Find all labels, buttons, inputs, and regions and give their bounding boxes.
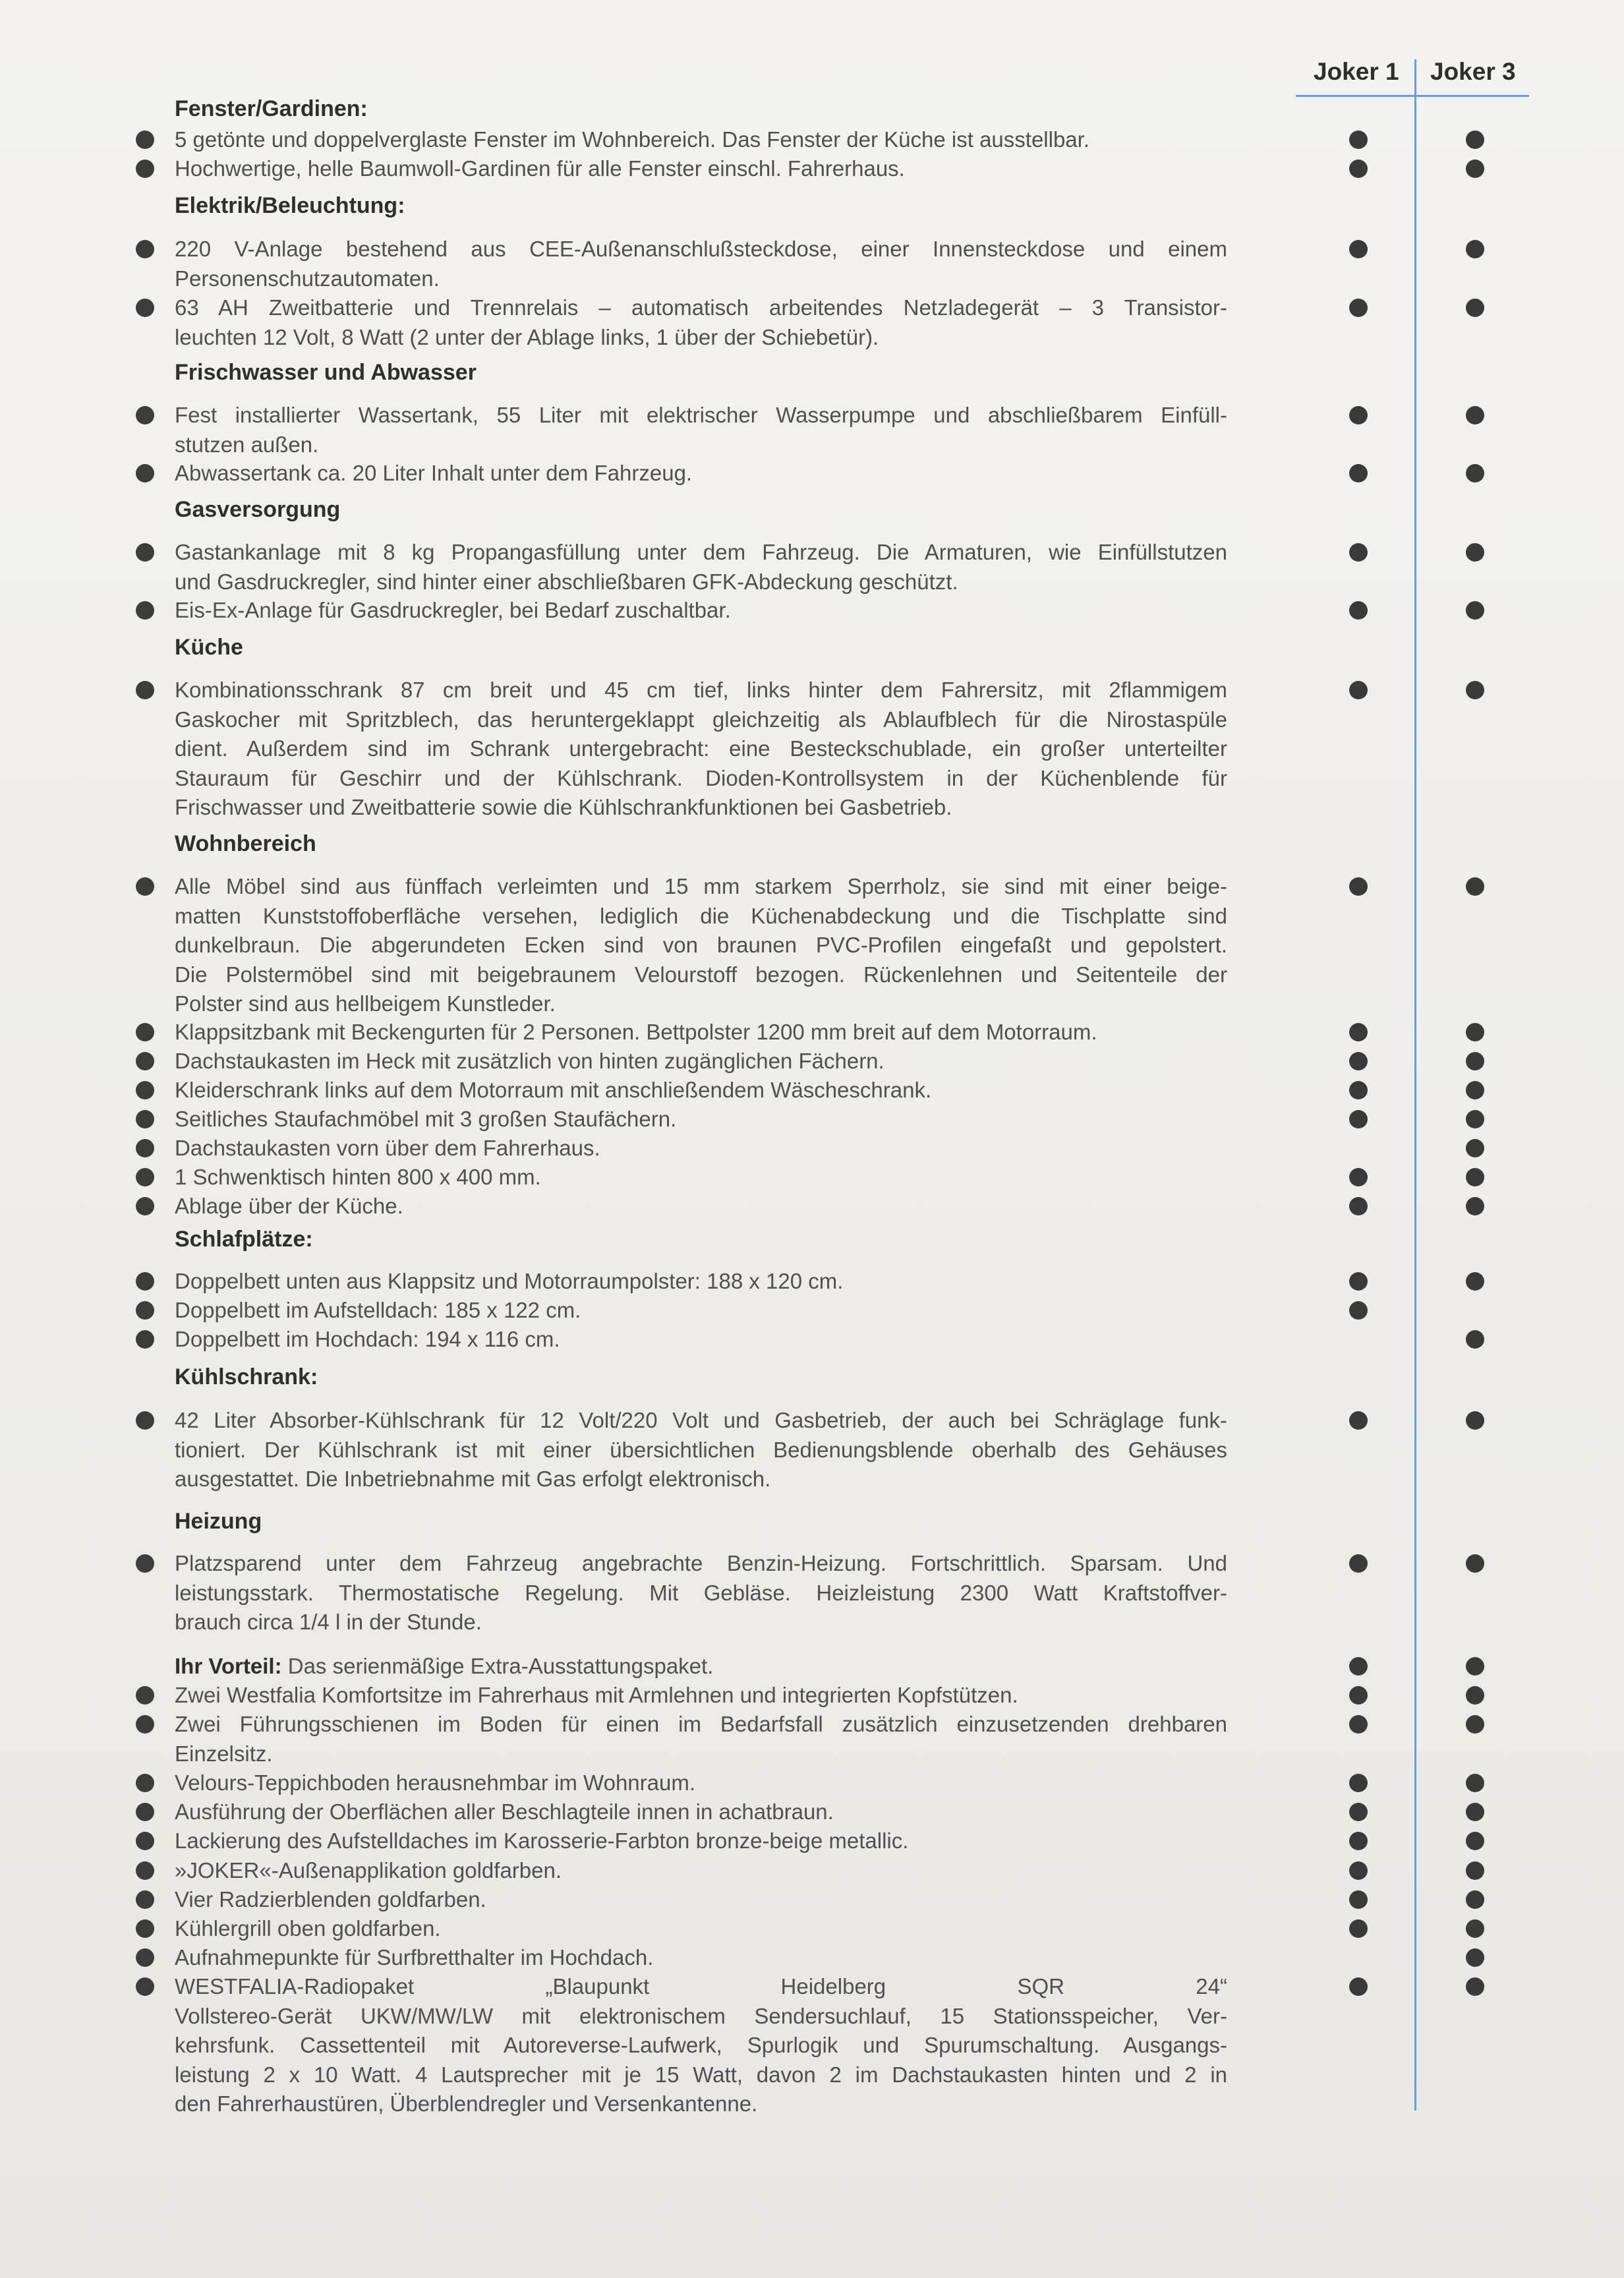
joker3-included-dot: [1466, 1554, 1484, 1573]
joker1-included-dot: [1349, 1411, 1368, 1430]
joker1-included-dot: [1349, 1168, 1368, 1186]
bullet-point: [136, 299, 154, 317]
advantage-text: Das serienmäßige Extra-Ausstattungspaket.: [281, 1654, 714, 1678]
joker1-included-dot: [1349, 299, 1368, 317]
joker1-included-dot: [1349, 1052, 1368, 1070]
joker1-included-dot: [1349, 877, 1368, 896]
section-title: Küche: [175, 635, 243, 660]
section-title: Schlafplätze:: [175, 1227, 313, 1252]
item-text-line: Lackierung des Aufstelldaches im Karosserie-Farbton bronze-beige metallic.: [175, 1828, 909, 1853]
bullet-point: [136, 1774, 154, 1792]
item-text-line: 220 V-Anlage bestehend aus CEE-Außenanschlußsteckdose, einer Innensteckdose und einem: [175, 237, 1227, 261]
item-text-line: dunkelbraun. Die abgerundeten Ecken sind von braunen PVC-Profilen eingefaßt und gepolstert.: [175, 933, 1227, 957]
joker1-included-dot: [1349, 406, 1368, 424]
item-text-line: Gaskocher mit Spritzblech, das heruntergeklappt gleichzeitig als Ablaufblech für die Nirostaspüle: [175, 707, 1227, 732]
bullet-point: [136, 240, 154, 258]
item-text-line: Doppelbett im Aufstelldach: 185 x 122 cm.: [175, 1298, 581, 1322]
item-text-line: Kleiderschrank links auf dem Motorraum mit anschließendem Wäscheschrank.: [175, 1078, 932, 1102]
joker1-included-dot: [1349, 1197, 1368, 1215]
joker3-included-dot: [1466, 131, 1484, 149]
item-text-line: Hochwertige, helle Baumwoll-Gardinen für alle Fenster einschl. Fahrerhaus.: [175, 156, 905, 181]
item-text-line: Ausführung der Oberflächen aller Beschlagteile innen in achatbraun.: [175, 1799, 834, 1824]
joker3-included-dot: [1466, 1890, 1484, 1909]
joker3-included-dot: [1466, 681, 1484, 699]
item-text-line: Zwei Führungsschienen im Boden für einen im Bedarfsfall zusätzlich einzusetzenden drehbaren: [175, 1712, 1227, 1736]
item-text-line: Fest installierter Wassertank, 55 Liter mit elektrischer Wasserpumpe und abschließbarem Einfüll-: [175, 403, 1227, 427]
joker1-included-dot: [1349, 1861, 1368, 1880]
item-text-line: 5 getönte und doppelverglaste Fenster im Wohnbereich. Das Fenster der Küche ist ausstellbar.: [175, 127, 1089, 152]
bullet-point: [136, 1272, 154, 1291]
joker3-included-dot: [1466, 1832, 1484, 1850]
section-title: Gasversorgung: [175, 497, 341, 522]
joker1-included-dot: [1349, 1890, 1368, 1909]
item-text-line: und Gasdruckregler, sind hinter einer abschließbaren GFK-Abdeckung geschützt.: [175, 569, 958, 594]
bullet-point: [136, 1081, 154, 1099]
joker3-included-dot: [1466, 1686, 1484, 1705]
bullet-point: [136, 1977, 154, 1996]
item-text-line: 42 Liter Absorber-Kühlschrank für 12 Volt/220 Volt und Gasbetrieb, der auch bei Schräglage funk-: [175, 1408, 1227, 1432]
item-text-line: Kühlergrill oben goldfarben.: [175, 1916, 441, 1941]
item-text-line: Vollstereo-Gerät UKW/MW/LW mit elektronischem Sendersuchlauf, 15 Stationsspeicher, Ver-: [175, 2003, 1227, 2028]
bullet-point: [136, 1832, 154, 1850]
joker1-included-dot: [1349, 1554, 1368, 1573]
item-text-line: tioniert. Der Kühlschrank ist mit einer übersichtlichen Bedienungsblende oberhalb des Gehäuses: [175, 1437, 1227, 1462]
bullet-point: [136, 1023, 154, 1041]
joker3-included-dot: [1466, 1774, 1484, 1792]
item-text-line: »JOKER«-Außenapplikation goldfarben.: [175, 1858, 562, 1883]
bullet-point: [136, 1052, 154, 1070]
joker3-included-dot: [1466, 160, 1484, 178]
item-text-line: leistung 2 x 10 Watt. 4 Lautsprecher mit je 15 Watt, davon 2 im Dachstaukasten hinten und 2 in: [175, 2062, 1227, 2087]
joker3-included-dot: [1466, 1110, 1484, 1128]
item-text-line: Einzelsitz.: [175, 1741, 273, 1766]
joker3-included-dot: [1466, 1330, 1484, 1349]
item-text-line: 1 Schwenktisch hinten 800 x 400 mm.: [175, 1165, 541, 1189]
column-header-joker3: Joker 3: [1430, 58, 1516, 85]
joker1-included-dot: [1349, 601, 1368, 620]
joker3-included-dot: [1466, 1023, 1484, 1041]
bullet-point: [136, 1411, 154, 1430]
item-text-line: brauch circa 1/4 l in der Stunde.: [175, 1610, 482, 1634]
joker3-included-dot: [1466, 1977, 1484, 1996]
joker3-included-dot: [1466, 1197, 1484, 1215]
joker3-included-dot: [1466, 299, 1484, 317]
section-title: Wohnbereich: [175, 831, 316, 856]
joker1-included-dot: [1349, 1715, 1368, 1734]
item-text-line: kehrsfunk. Cassettenteil mit Autoreverse-Laufwerk, Spurlogik und Spurumschaltung. Ausgangs-: [175, 2033, 1227, 2057]
bullet-point: [136, 1554, 154, 1573]
bullet-point: [136, 1139, 154, 1157]
bullet-point: [136, 1890, 154, 1909]
item-text-line: Eis-Ex-Anlage für Gasdruckregler, bei Bedarf zuschaltbar.: [175, 598, 731, 622]
joker3-included-dot: [1466, 1052, 1484, 1070]
joker3-included-dot: [1466, 464, 1484, 482]
item-text-line: stutzen außen.: [175, 432, 319, 457]
bullet-point: [136, 681, 154, 699]
joker3-included-dot: [1466, 1081, 1484, 1099]
joker3-included-dot: [1466, 601, 1484, 620]
joker1-included-dot: [1349, 160, 1368, 178]
section-title: Frischwasser und Abwasser: [175, 360, 477, 385]
item-text-line: Die Polstermöbel sind mit beigebraunem Velourstoff bezogen. Rückenlehnen und Seitenteile der: [175, 962, 1227, 987]
item-text-line: leistungsstark. Thermostatische Regelung. Mit Gebläse. Heizleistung 2300 Watt Kraftstoffver-: [175, 1580, 1227, 1605]
item-text-line: Abwassertank ca. 20 Liter Inhalt unter dem Fahrzeug.: [175, 461, 693, 485]
bullet-point: [136, 1168, 154, 1186]
bullet-point: [136, 543, 154, 562]
joker1-included-dot: [1349, 1832, 1368, 1850]
joker1-included-dot: [1349, 1686, 1368, 1705]
joker1-included-dot: [1349, 1301, 1368, 1320]
joker1-included-dot: [1349, 1023, 1368, 1041]
bullet-point: [136, 1301, 154, 1320]
joker1-included-dot: [1349, 1977, 1368, 1996]
item-text-line: Platzsparend unter dem Fahrzeug angebrachte Benzin-Heizung. Fortschrittlich. Sparsam. Und: [175, 1551, 1227, 1575]
joker1-included-dot: [1349, 464, 1368, 482]
item-text-line: ausgestattet. Die Inbetriebnahme mit Gas erfolgt elektronisch.: [175, 1467, 771, 1491]
item-text-line: Kombinationsschrank 87 cm breit und 45 cm tief, links hinter dem Fahrersitz, mit 2flammigem: [175, 678, 1227, 702]
bullet-point: [136, 1861, 154, 1880]
joker3-included-dot: [1466, 1919, 1484, 1938]
item-text-line: Ablage über der Küche.: [175, 1194, 403, 1218]
item-text-line: Polster sind aus hellbeigem Kunstleder.: [175, 991, 556, 1016]
item-text-line: Zwei Westfalia Komfortsitze im Fahrerhaus mit Armlehnen und integrierten Kopfstützen.: [175, 1683, 1018, 1707]
item-text-line: Seitliches Staufachmöbel mit 3 großen Staufächern.: [175, 1107, 677, 1131]
joker1-included-dot: [1349, 1657, 1368, 1676]
section-title: Kühlschrank:: [175, 1364, 318, 1389]
joker3-included-dot: [1466, 1861, 1484, 1880]
joker3-included-dot: [1466, 1657, 1484, 1676]
item-text-line: Vier Radzierblenden goldfarben.: [175, 1887, 486, 1912]
bullet-point: [136, 1110, 154, 1128]
item-text-line: Aufnahmepunkte für Surfbretthalter im Hochdach.: [175, 1945, 654, 1970]
joker1-included-dot: [1349, 1803, 1368, 1821]
item-text-line: leuchten 12 Volt, 8 Watt (2 unter der Ablage links, 1 über der Schiebetür).: [175, 324, 879, 349]
joker1-included-dot: [1349, 1919, 1368, 1938]
bullet-point: [136, 601, 154, 620]
bullet-point: [136, 160, 154, 178]
bullet-point: [136, 1919, 154, 1938]
bullet-point: [136, 1715, 154, 1734]
bullet-point: [136, 406, 154, 424]
bullet-point: [136, 1686, 154, 1705]
joker1-included-dot: [1349, 240, 1368, 258]
joker3-included-dot: [1466, 1715, 1484, 1734]
item-text-line: Alle Möbel sind aus fünffach verleimten und 15 mm starkem Sperrholz, sie sind mit einer beige-: [175, 874, 1227, 898]
joker1-included-dot: [1349, 131, 1368, 149]
joker3-included-dot: [1466, 406, 1484, 424]
item-text-line: WESTFALIA-Radiopaket „Blaupunkt Heidelberg SQR 24“: [175, 1974, 1227, 1999]
joker3-included-dot: [1466, 1168, 1484, 1186]
joker1-included-dot: [1349, 681, 1368, 699]
joker1-included-dot: [1349, 1081, 1368, 1099]
item-text-line: Frischwasser und Zweitbatterie sowie die Kühlschrankfunktionen bei Gasbetrieb.: [175, 795, 952, 819]
item-text-line: Gastankanlage mit 8 kg Propangasfüllung unter dem Fahrzeug. Die Armaturen, wie Einfüllstutzen: [175, 540, 1227, 564]
joker3-included-dot: [1466, 240, 1484, 258]
item-text-line: Dachstaukasten im Heck mit zusätzlich von hinten zugänglichen Fächern.: [175, 1049, 884, 1073]
item-text-line: Doppelbett im Hochdach: 194 x 116 cm.: [175, 1327, 560, 1351]
joker3-included-dot: [1466, 1803, 1484, 1821]
joker1-included-dot: [1349, 1110, 1368, 1128]
item-text-line: Doppelbett unten aus Klappsitz und Motorraumpolster: 188 x 120 cm.: [175, 1269, 844, 1293]
item-text-line: 63 AH Zweitbatterie und Trennrelais – automatisch arbeitendes Netzladegerät – 3 Transistor-: [175, 295, 1227, 320]
bullet-point: [136, 1948, 154, 1967]
bullet-point: [136, 1330, 154, 1349]
item-text-line: Personenschutzautomaten.: [175, 266, 440, 291]
section-title: Heizung: [175, 1509, 262, 1534]
item-text-line: Velours-Teppichboden herausnehmbar im Wohnraum.: [175, 1770, 696, 1795]
joker3-included-dot: [1466, 1272, 1484, 1291]
advantage-intro: [175, 1652, 1229, 1681]
item-text-line: dient. Außerdem sind im Schrank untergebracht: eine Besteckschublade, ein großer unterteilter: [175, 736, 1227, 761]
bullet-point: [136, 1803, 154, 1821]
item-text-line: den Fahrerhaustüren, Überblendregler und Versenkantenne.: [175, 2091, 758, 2116]
section-title: Fenster/Gardinen:: [175, 96, 368, 121]
joker1-included-dot: [1349, 1774, 1368, 1792]
advantage-lead: Ihr Vorteil:: [175, 1654, 282, 1678]
bullet-point: [136, 1197, 154, 1215]
joker3-included-dot: [1466, 1139, 1484, 1157]
item-text-line: Stauraum für Geschirr und der Kühlschrank. Dioden-Kontrollsystem in der Küchenblende für: [175, 765, 1227, 790]
bullet-point: [136, 464, 154, 482]
item-text-line: Dachstaukasten vorn über dem Fahrerhaus.: [175, 1136, 600, 1160]
joker1-included-dot: [1349, 1272, 1368, 1291]
joker3-included-dot: [1466, 543, 1484, 562]
joker3-included-dot: [1466, 1948, 1484, 1967]
joker3-included-dot: [1466, 1411, 1484, 1430]
item-text-line: Klappsitzbank mit Beckengurten für 2 Personen. Bettpolster 1200 mm breit auf dem Motorraum.: [175, 1020, 1097, 1044]
item-text-line: matten Kunststoffoberfläche versehen, lediglich die Küchenabdeckung und die Tischplatte sind: [175, 903, 1227, 928]
section-title: Elektrik/Beleuchtung:: [175, 193, 405, 218]
joker1-included-dot: [1349, 543, 1368, 562]
bullet-point: [136, 131, 154, 149]
joker3-included-dot: [1466, 877, 1484, 896]
column-header-joker1: Joker 1: [1314, 58, 1399, 85]
bullet-point: [136, 877, 154, 896]
